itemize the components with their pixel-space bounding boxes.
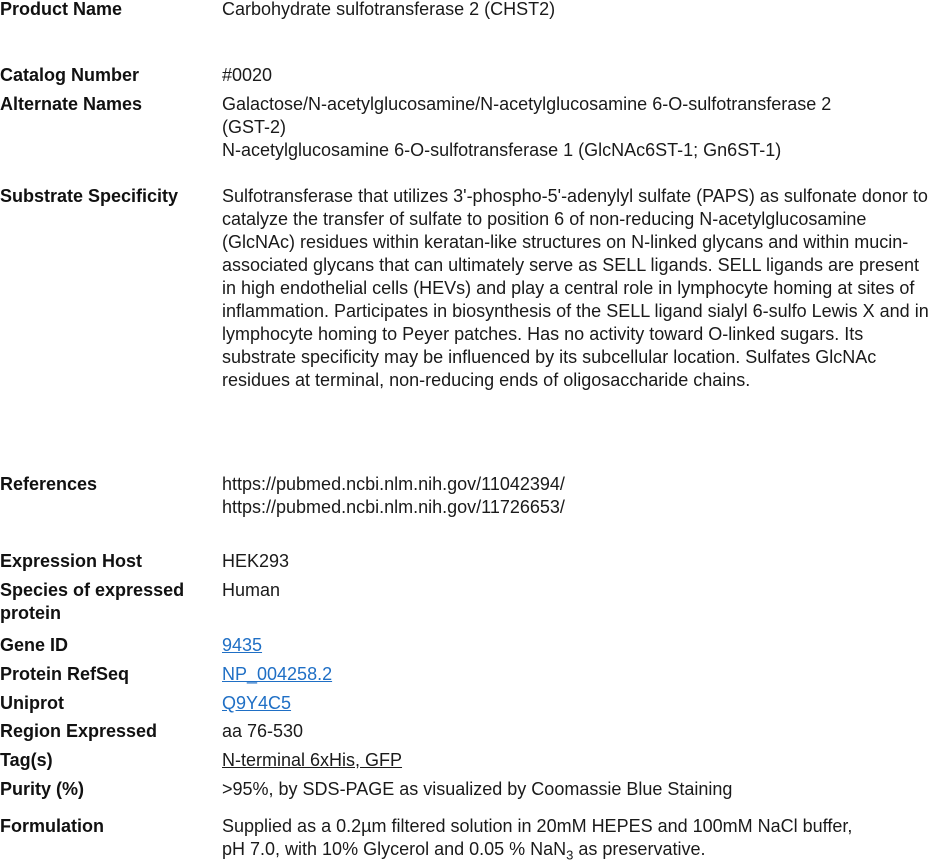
alternate-name-line: (GST-2) (222, 117, 287, 137)
tags-value (222, 749, 931, 772)
species-label (0, 579, 215, 625)
tags-label: Tag(s) (0, 750, 53, 770)
species-label-line: Species of expressed (0, 580, 185, 600)
reference-url: https://pubmed.ncbi.nlm.nih.gov/11726653/ (222, 497, 565, 517)
reference-url: https://pubmed.ncbi.nlm.nih.gov/11042394/ (222, 474, 565, 494)
formulation-line (222, 838, 931, 861)
protein-refseq-label: Protein RefSeq (0, 664, 130, 684)
catalog-number-label: Catalog Number (0, 65, 140, 85)
formulation-subscript: 3 (566, 847, 574, 863)
product-name-value: Carbohydrate sulfotransferase 2 (CHST2) (222, 0, 556, 19)
catalog-number-value: #0020 (222, 65, 273, 85)
alternate-names-value (222, 93, 931, 162)
uniprot-link[interactable]: Q9Y4C5 (222, 693, 292, 713)
tags-link[interactable]: N-terminal 6xHis, GFP (222, 750, 403, 770)
formulation-text: pH 7.0, with 10% Glycerol and 0.05 % NaN (222, 839, 567, 859)
alternate-names-label: Alternate Names (0, 94, 143, 114)
formulation-value (222, 815, 931, 861)
expression-host-value: HEK293 (222, 551, 290, 571)
species-label-line: protein (0, 603, 61, 623)
purity-value: >95%, by SDS-PAGE as visualized by Coomassie Blue Staining (222, 779, 733, 799)
alternate-name-line: Galactose/N-acetylglucosamine/N-acetylglucosamine 6-O-sulfotransferase 2 (222, 94, 832, 114)
gene-id-value (222, 634, 931, 657)
formulation-line: Supplied as a 0.2µm filtered solution in 20mM HEPES and 100mM NaCl buffer, (222, 816, 853, 836)
product-name-label: Product Name (0, 0, 123, 19)
gene-id-link[interactable]: 9435 (222, 635, 263, 655)
alternate-name-line: N-acetylglucosamine 6-O-sulfotransferase 1 (GlcNAc6ST-1; Gn6ST-1) (222, 140, 782, 160)
substrate-specificity-label: Substrate Specificity (0, 186, 179, 206)
protein-refseq-value (222, 663, 931, 686)
references-value (222, 473, 931, 519)
gene-id-label: Gene ID (0, 635, 69, 655)
references-label: References (0, 474, 98, 494)
species-value: Human (222, 580, 281, 600)
uniprot-label: Uniprot (0, 693, 64, 713)
protein-refseq-link[interactable]: NP_004258.2 (222, 664, 333, 684)
region-expressed-label: Region Expressed (0, 721, 158, 741)
purity-label: Purity (%) (0, 779, 85, 799)
expression-host-label: Expression Host (0, 551, 143, 571)
substrate-specificity-value: Sulfotransferase that utilizes 3'-phospho-5'-adenylyl sulfate (PAPS) as sulfonate donor to catalyze the transfer of sulfate to position 6 of non-reducing N-acetylglucosamine (GlcNAc) residues within keratan-like structures on N-linked glycans and within mucin-associated glycans that can ultimately serve as SELL ligands. SELL ligands are present in high endothelial cells (HEVs) and play a central role in lymphocyte homing at sites of inflammation. Participates in biosynthesis of the SELL ligand sialyl 6-sulfo Lewis X and in lymphocyte homing to Peyer patches. Has no activity toward O-linked sugars. Its substrate specificity may be influenced by its subcellular location. Sulfates GlcNAc residues at terminal, non-reducing ends of oligosaccharide chains. (222, 186, 929, 390)
formulation-text: as preservative. (573, 839, 706, 859)
region-expressed-value: aa 76-530 (222, 721, 304, 741)
uniprot-value (222, 692, 931, 715)
formulation-label: Formulation (0, 816, 104, 836)
